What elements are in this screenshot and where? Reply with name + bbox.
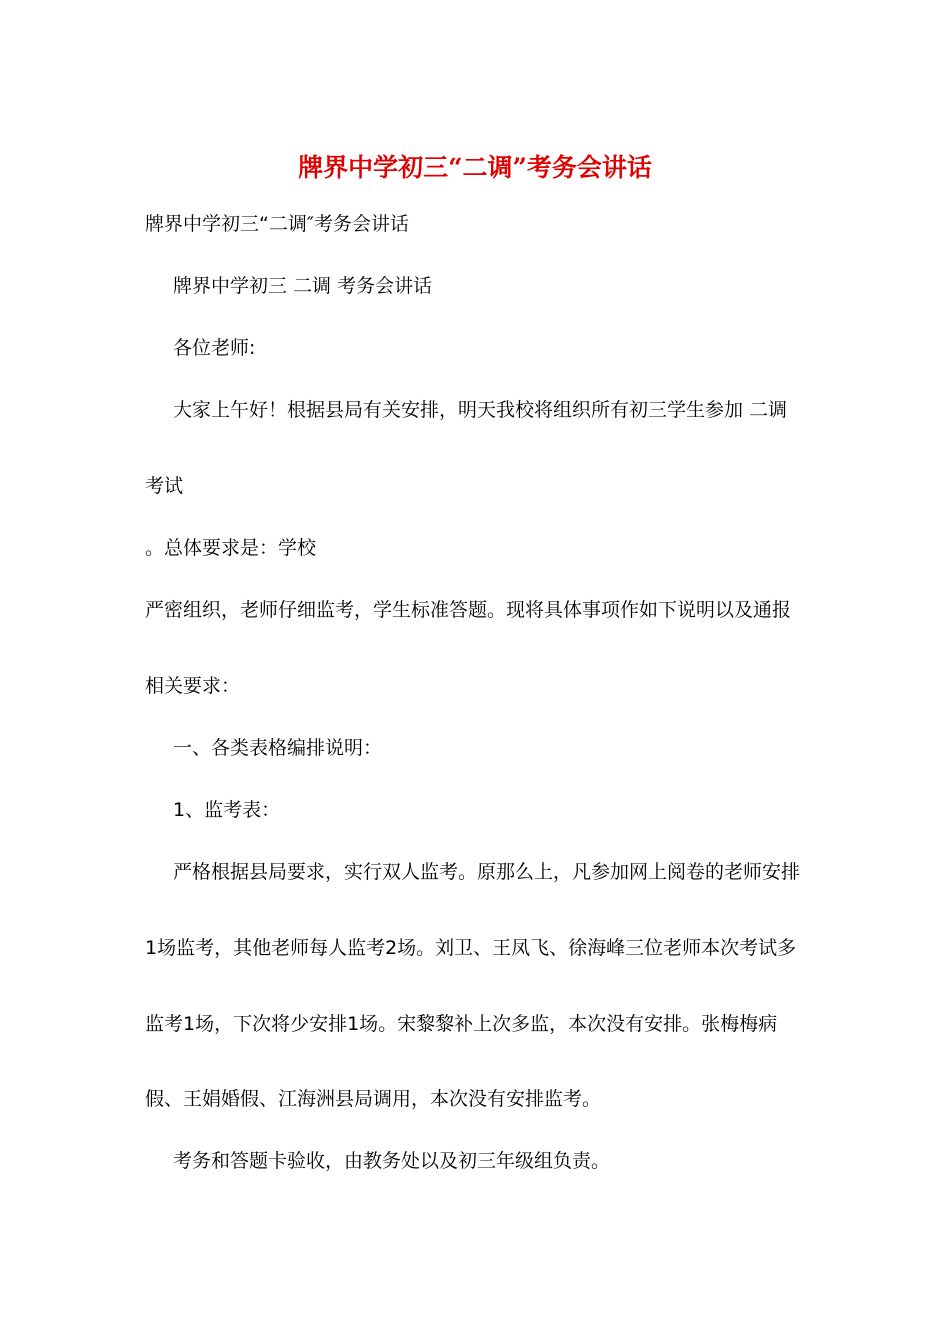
text-line: 牌界中学初三 二调 考务会讲话	[173, 275, 433, 297]
text-line: 一、各类表格编排说明：	[173, 737, 383, 759]
text-line: 假、王娟婚假、江海洲县局调用，本次没有安排监考。	[145, 1088, 602, 1110]
text-line: 严密组织，老师仔细监考，学生标准答题。现将具体事项作如下说明以及通报	[145, 599, 792, 621]
text-line: 监考1场，下次将少安排1场。宋黎黎补上次多监，本次没有安排。张梅梅病	[145, 1013, 778, 1035]
document-title: 牌界中学初三“二调”考务会讲话	[298, 153, 652, 182]
text-line: 严格根据县局要求，实行双人监考。原那么上，凡参加网上阅卷的老师安排	[173, 861, 801, 883]
text-line: 大家上午好！根据县局有关安排，明天我校将组织所有初三学生参加 二调	[173, 399, 788, 421]
text-line: 牌界中学初三“二调″考务会讲话	[145, 213, 409, 235]
text-line: 1、监考表：	[173, 799, 281, 821]
text-line: 相关要求：	[145, 675, 241, 697]
text-line: 。总体要求是：学校	[145, 537, 317, 559]
text-line: 考试	[145, 475, 184, 497]
text-line: 考务和答题卡验收，由教务处以及初三年级组负责。	[173, 1150, 611, 1172]
text-line: 1场监考，其他老师每人监考2场。刘卫、王凤飞、徐海峰三位老师本次考试多	[145, 937, 797, 959]
text-line: 各位老师:	[173, 337, 256, 359]
